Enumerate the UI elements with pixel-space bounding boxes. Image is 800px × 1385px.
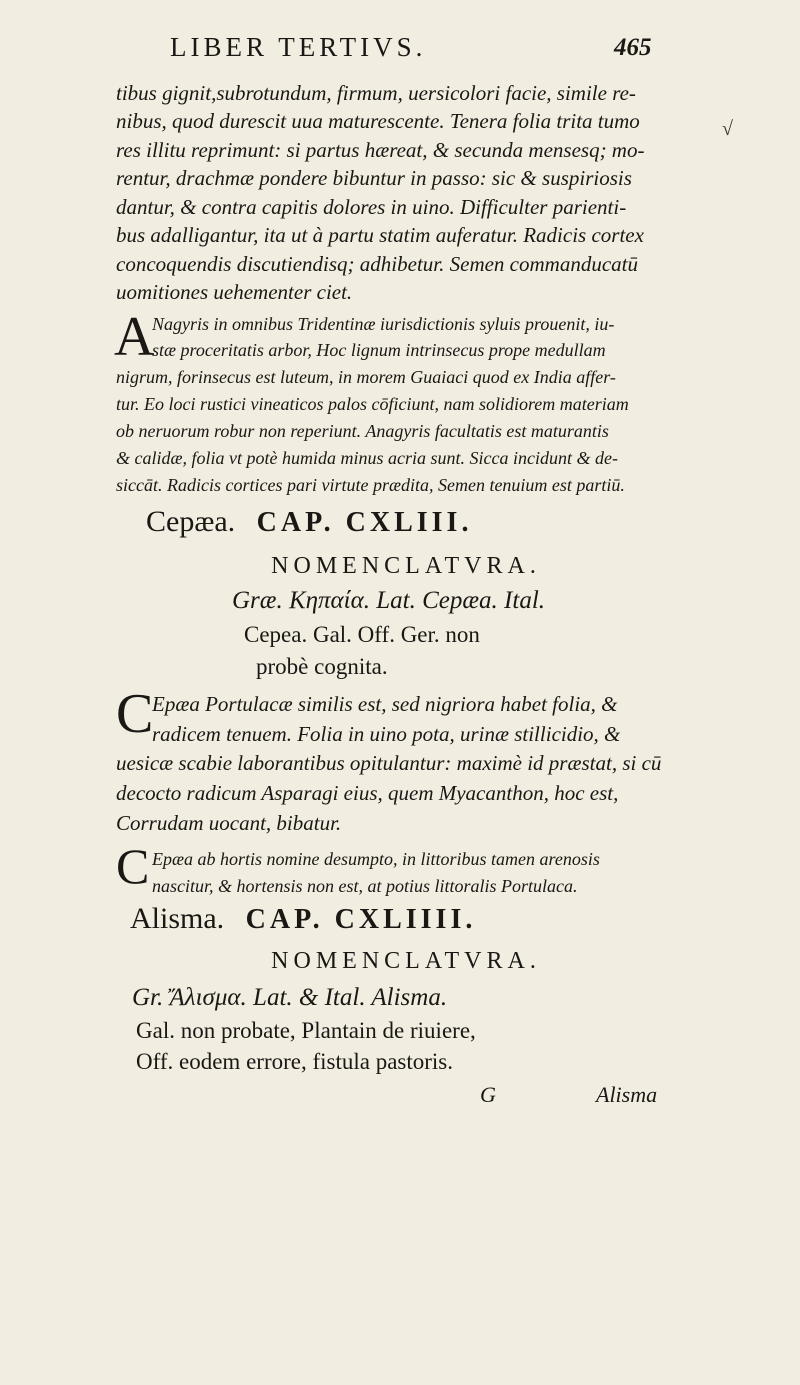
nomenclatura-heading: NOMENCLATVRA. <box>271 948 541 974</box>
text-line: uesicæ scabie laborantibus opitulantur: maximè id præstat, si cū <box>116 751 662 775</box>
signature-mark: G <box>480 1082 496 1107</box>
text-line: concoquendis discutiendisq; adhibetur. Semen commanducatū <box>116 252 638 276</box>
text-line: nibus, quod durescit uua maturescente. Tenera folia trita tumo <box>116 109 640 133</box>
catchword: Alisma <box>596 1082 658 1107</box>
folio-number: 465 <box>614 34 652 61</box>
text-line: Epæa Portulacæ similis est, sed nigriora habet folia, & <box>152 692 618 716</box>
text-line: tur. Eo loci rustici vineaticos palos cōficiunt, nam solidiorem materiam <box>116 394 629 414</box>
nomenclature-names: Græ. Κηπαία. Lat. Cepæa. Ital. <box>232 587 546 614</box>
margin-mark: √ <box>722 118 733 140</box>
text-line: bus adalligantur, ita ut à partu statim auferatur. Radicis cortex <box>116 223 644 247</box>
text-line: uomitiones uehementer ciet. <box>116 280 353 304</box>
chapter-title: Alisma. <box>130 902 225 935</box>
text-line: radicem tenuem. Folia in uino pota, urinæ stillicidio, & <box>152 722 621 746</box>
text-line: rentur, drachmæ pondere bibuntur in passo: sic & suspiriosis <box>116 166 632 190</box>
page-header <box>0 32 800 72</box>
text-line: Corrudam uocant, bibatur. <box>116 811 342 835</box>
text-line: siccāt. Radicis cortices pari virtute prædita, Semen tenuium est partiū. <box>116 475 625 495</box>
nomenclatura-heading: NOMENCLATVRA. <box>271 553 541 579</box>
nomenclature-names: Off. eodem errore, fistula pastoris. <box>136 1049 454 1074</box>
chapter-heading <box>130 902 476 936</box>
chapter-number: CAP. CXLIII. <box>256 507 473 538</box>
text-line: nigrum, forinsecus est luteum, in morem Guaiaci quod ex India affer- <box>116 367 616 387</box>
chapter-title: Cepæa. <box>146 505 236 538</box>
drop-initial: C <box>116 683 154 745</box>
text-line: res illitu reprimunt: si partus hæreat, & secunda mensesq; mo- <box>116 138 645 162</box>
text-line: ob neruorum robur non reperiunt. Anagyris facultatis est maturantis <box>116 421 609 441</box>
text-line: dantur, & contra capitis dolores in uino. Difficulter parienti- <box>116 195 627 219</box>
nomenclature-names: probè cognita. <box>256 654 388 679</box>
text-line: Nagyris in omnibus Tridentinæ iurisdictionis syluis prouenit, iu- <box>152 314 615 334</box>
chapter-number: CAP. CXLIIII. <box>245 904 477 935</box>
nomenclature-names: Gal. non probate, Plantain de riuiere, <box>136 1018 476 1043</box>
chapter-heading <box>146 505 472 539</box>
text-line: & calidæ, folia vt potè humida minus acria sunt. Sicca incidunt & de- <box>116 448 618 468</box>
running-head: LIBER TERTIVS. <box>170 32 427 62</box>
drop-initial: C <box>116 838 150 894</box>
text-line: stæ proceritatis arbor, Hoc lignum intrinsecus prope medullam <box>152 340 606 360</box>
nomenclature-names: Gr. Ἄλισμα. Lat. & Ital. Alisma. <box>132 984 448 1011</box>
text-line: Epæa ab hortis nomine desumpto, in littoribus tamen arenosis <box>152 849 600 869</box>
drop-initial: A <box>114 306 155 368</box>
text-line: nascitur, & hortensis non est, at potius littoralis Portulaca. <box>152 876 578 896</box>
nomenclature-names: Cepea. Gal. Off. Ger. non <box>244 622 480 647</box>
text-line: tibus gignit,subrotundum, firmum, uersicolori facie, simile re- <box>116 81 636 105</box>
text-line: decocto radicum Asparagi eius, quem Myacanthon, hoc est, <box>116 781 619 805</box>
